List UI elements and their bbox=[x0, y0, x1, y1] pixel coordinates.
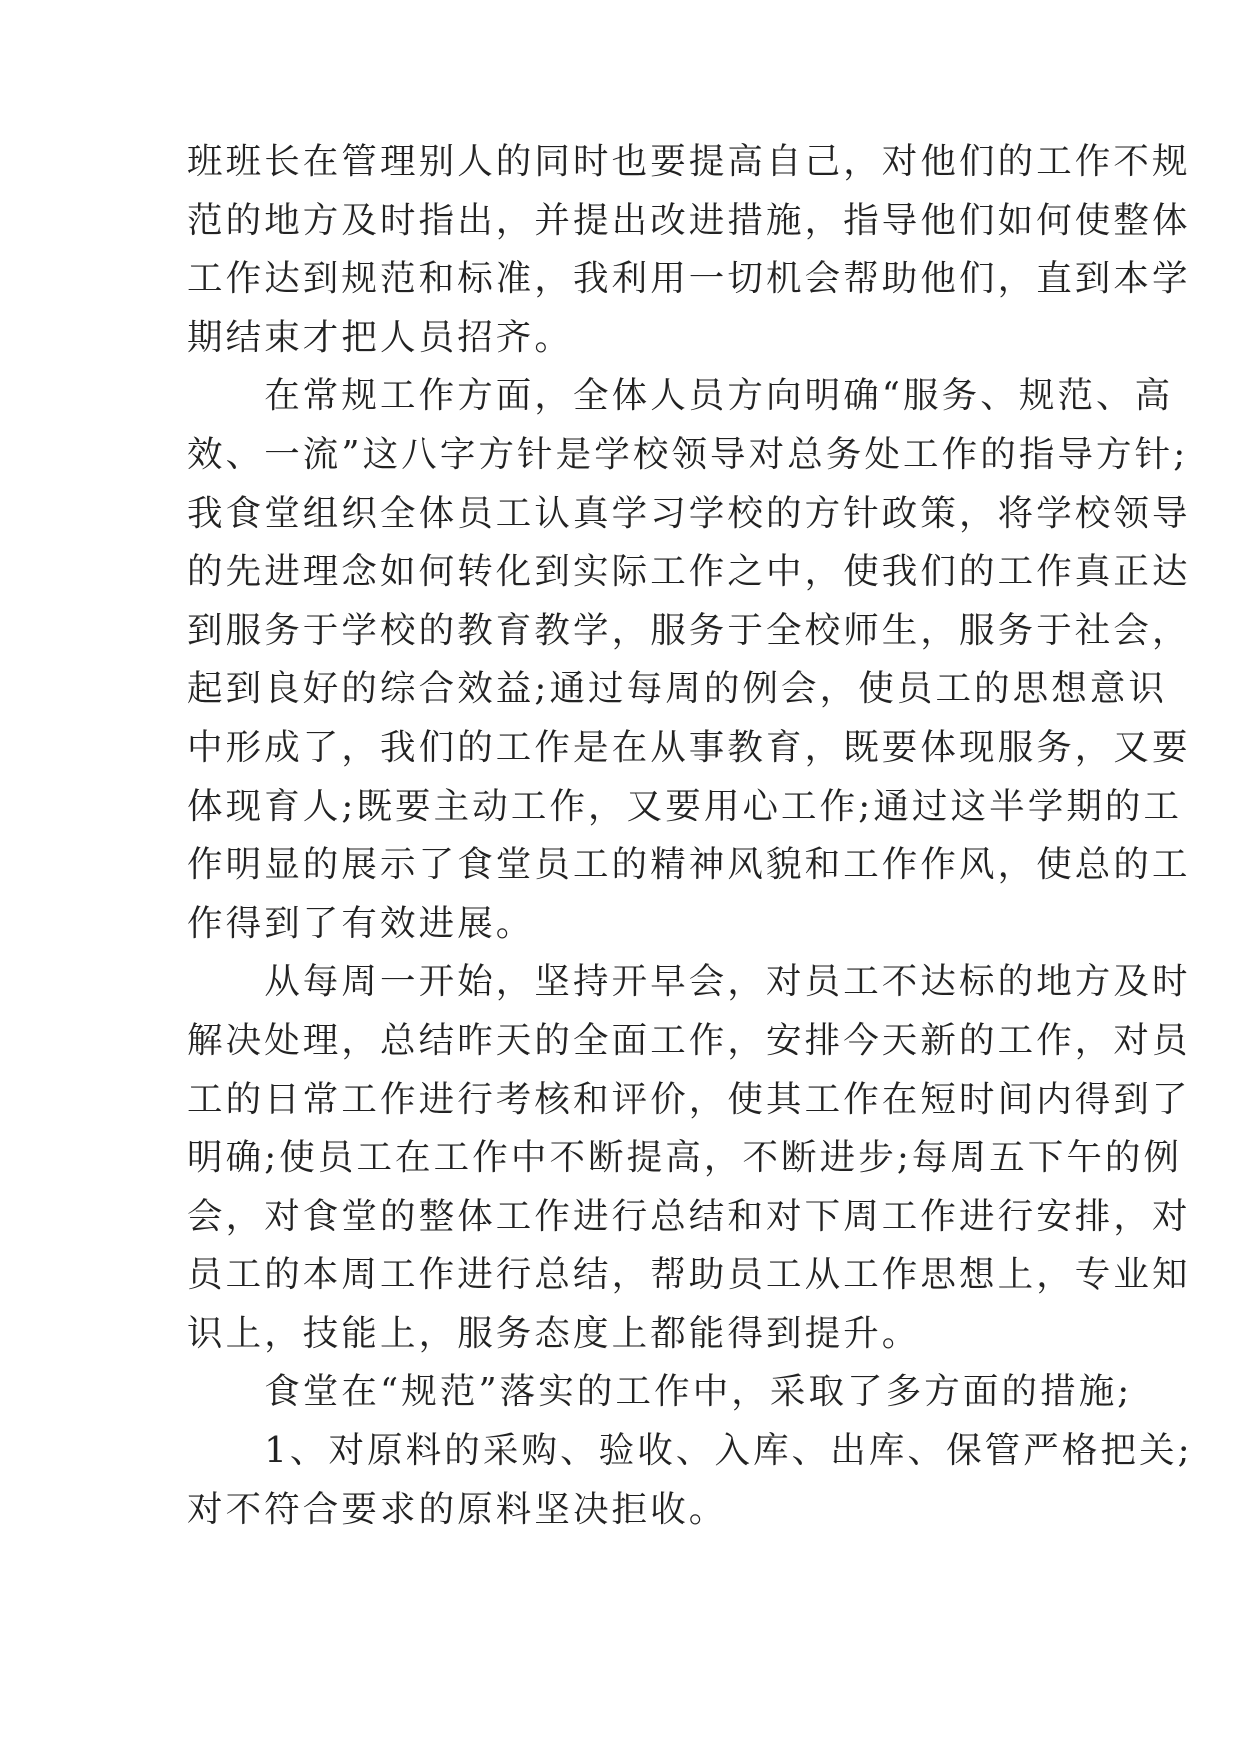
text-line: 我食堂组织全体员工认真学习学校的方针政策，将学校领导 bbox=[187, 492, 1191, 534]
text-line: 食堂在“规范”落实的工作中，采取了多方面的措施; bbox=[187, 1371, 1133, 1413]
text-line: 期结束才把人员招齐。 bbox=[187, 316, 574, 358]
text-line: 中形成了，我们的工作是在从事教育，既要体现服务，又要 bbox=[187, 726, 1191, 768]
text-line: 会，对食堂的整体工作进行总结和对下周工作进行安排，对 bbox=[187, 1195, 1191, 1237]
text-line: 识上，技能上，服务态度上都能得到提升。 bbox=[187, 1312, 921, 1354]
text-line: 到服务于学校的教育教学，服务于全校师生，服务于社会， bbox=[187, 609, 1191, 651]
text-line: 工作达到规范和标准，我利用一切机会帮助他们，直到本学 bbox=[187, 258, 1191, 300]
text-line: 起到良好的综合效益;通过每周的例会，使员工的思想意识 bbox=[187, 668, 1168, 710]
text-line: 对不符合要求的原料坚决拒收。 bbox=[187, 1488, 728, 1530]
text-line: 作得到了有效进展。 bbox=[187, 902, 535, 944]
text-line: 工的日常工作进行考核和评价，使其工作在短时间内得到了 bbox=[187, 1078, 1191, 1120]
text-line: 体现育人;既要主动工作，又要用心工作;通过这半学期的工 bbox=[187, 785, 1183, 827]
text-line: 效、一流”这八字方针是学校领导对总务处工作的指导方针; bbox=[187, 433, 1189, 475]
body-text bbox=[187, 133, 1193, 1539]
text-line: 的先进理念如何转化到实际工作之中，使我们的工作真正达 bbox=[187, 551, 1191, 593]
text-line: 作明显的展示了食堂员工的精神风貌和工作作风，使总的工 bbox=[187, 844, 1191, 886]
text-line: 1、对原料的采购、验收、入库、出库、保管严格把关; bbox=[187, 1430, 1193, 1472]
text-line: 解决处理，总结昨天的全面工作，安排今天新的工作，对员 bbox=[187, 1019, 1191, 1061]
text-line: 员工的本周工作进行总结，帮助员工从工作思想上，专业知 bbox=[187, 1254, 1191, 1296]
text-line: 明确;使员工在工作中不断提高，不断进步;每周五下午的例 bbox=[187, 1137, 1183, 1179]
text-line: 在常规工作方面，全体人员方向明确“服务、规范、高 bbox=[187, 375, 1174, 417]
text-line: 班班长在管理别人的同时也要提高自己，对他们的工作不规 bbox=[187, 141, 1191, 182]
text-line: 从每周一开始，坚持开早会，对员工不达标的地方及时 bbox=[187, 961, 1191, 1003]
text-line: 范的地方及时指出，并提出改进措施，指导他们如何使整体 bbox=[187, 199, 1191, 241]
